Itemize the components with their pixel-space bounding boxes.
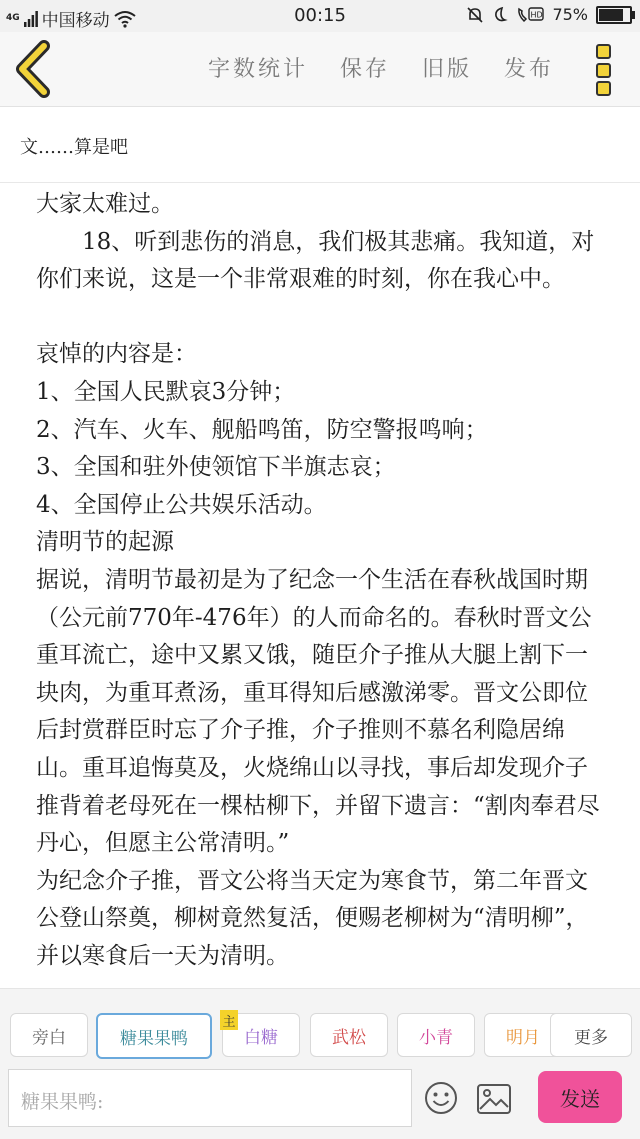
role-chip[interactable]: 糖果果鸭 <box>96 1013 212 1059</box>
carrier-name: 中国移动 <box>41 11 110 31</box>
document-title[interactable]: 文……算是吧 <box>0 107 640 183</box>
emoji-button[interactable] <box>424 1081 458 1115</box>
signal-label: 4G <box>6 13 20 23</box>
chevron-left-icon <box>10 40 60 98</box>
body-paragraph: 哀悼的内容是： <box>36 341 197 368</box>
host-badge: 主 <box>220 1010 238 1030</box>
back-button[interactable] <box>10 40 60 98</box>
smiley-icon <box>424 1081 458 1115</box>
clock: 00:15 <box>294 5 346 26</box>
body-paragraph: 为纪念介子推，晋文公将当天定为寒食节，第二年晋文公登山祭奠，柳树竟然复活，便赐老柳树为“清明柳”，并以寒食后一天为清明。 <box>36 867 589 969</box>
battery-percent: 75% <box>552 5 588 24</box>
more-dot <box>596 63 611 78</box>
role-chip[interactable]: 白糖 <box>222 1013 300 1057</box>
battery-icon <box>596 6 632 24</box>
body-paragraph: 4、全国停止公共娱乐活动。 <box>36 491 327 518</box>
body-paragraph: 3、全国和驻外使领馆下半旗志哀； <box>36 454 396 481</box>
save-button[interactable]: 保存 <box>339 57 390 82</box>
status-right <box>466 5 632 24</box>
send-button[interactable]: 发送 <box>538 1071 622 1123</box>
hd-phone-icon <box>516 6 544 24</box>
body-paragraph: 清明节的起源 <box>36 529 174 556</box>
role-chip[interactable]: 明月 <box>484 1013 562 1057</box>
message-input[interactable]: 糖果果鸭: <box>8 1069 412 1127</box>
word-count-button[interactable]: 字数统计 <box>207 57 308 82</box>
editor-toolbar <box>0 32 640 107</box>
composer-area <box>0 988 640 1139</box>
body-paragraph: 1、全国人民默哀3分钟； <box>36 378 296 405</box>
old-version-button[interactable]: 旧版 <box>421 57 472 82</box>
body-paragraph: 2、汽车、火车、舰船鸣笛，防空警报鸣响； <box>36 416 488 443</box>
role-chip[interactable]: 旁白 <box>10 1013 88 1057</box>
moon-icon <box>492 6 508 24</box>
body-paragraph: 据说，清明节最初是为了纪念一个生活在春秋战国时期（公元前770年-476年）的人而命名的。春秋时晋文公重耳流亡，途中又累又饿，随臣介子推从大腿上割下一块肉，为重耳煮汤，重耳得知后感激涕零。晋文公即位后封赏群臣时忘了介子推，介子推则不慕名利隐居绵山。重耳追悔莫及，火烧绵山以寻找，事后却发现介子推背着老母死在一棵枯柳下，并留下遗言：“割肉奉君尽丹心，但愿主公常清明。” <box>36 566 600 857</box>
status-bar <box>0 0 640 32</box>
publish-button[interactable]: 发布 <box>503 57 554 82</box>
blank-line <box>36 299 606 337</box>
body-paragraph: 大家太难过。 <box>36 191 174 217</box>
more-dot <box>596 81 611 96</box>
more-vertical-icon[interactable] <box>596 44 618 96</box>
image-button[interactable] <box>476 1083 512 1115</box>
more-dot <box>596 44 611 59</box>
body-paragraph: 18、听到悲伤的消息，我们极其悲痛。我知道，对你们来说，这是一个非常艰难的时刻，你在我心中。 <box>36 228 595 293</box>
mute-bell-icon <box>466 6 484 24</box>
battery-fill <box>599 9 623 21</box>
image-icon <box>476 1083 512 1115</box>
document-body[interactable] <box>36 186 606 975</box>
more-roles-button[interactable]: 更多 <box>550 1013 632 1057</box>
svg-text:HD: HD <box>530 10 544 19</box>
role-chip[interactable]: 武松 <box>310 1013 388 1057</box>
toolbar-actions <box>208 52 554 83</box>
role-chip[interactable]: 小青 <box>397 1013 475 1057</box>
role-chip-row <box>10 1013 640 1059</box>
